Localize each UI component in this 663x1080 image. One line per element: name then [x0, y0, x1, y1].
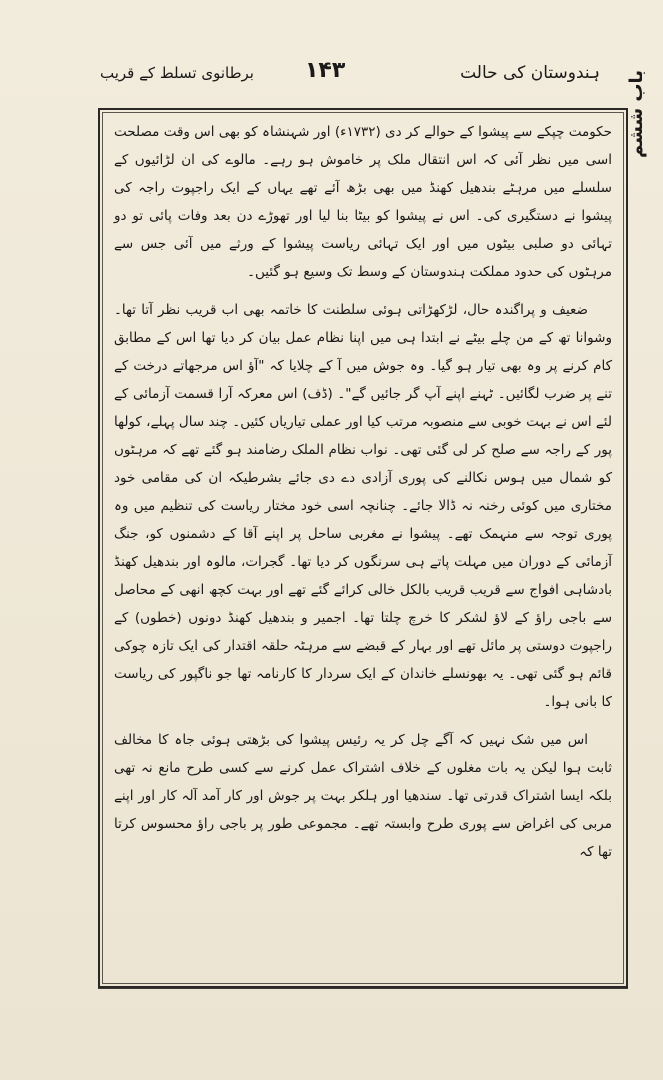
paragraph-2: ضعیف و پراگندہ حال، لڑکھڑاتی ہوئی سلطنت کا خاتمہ بھی اب قریب نظر آتا تھا۔ وشوانا تھ کے من چلے بیٹے نے ابتدا ہی میں اپنا نظام عمل بیان کر دیا تھا اس کے مطابق کام کرنے پر وہ بھی تیار ہو گیا۔ وہ جوش میں آ کے چلایا کہ "آؤ اس مرجھاتے درخت کے تنے پر ضرب لگائیں۔ ٹہنے اپنے آپ گر جائیں گے"۔ (ڈف) اس معرکہ آرا قسمت آزمائی کے لئے اس نے بہت خوبی سے منصوبہ مرتب کیا اور عملی تیاریاں کئیں۔ چند سال پہلے، کولھا پور کے راجہ سے صلح کر لی گئی تھی۔ نواب نظام الملک رضامند ہو گئے تھے کہ مرہٹوں کو شمال میں ہوس نکالنے کی پوری آزادی دے دی جائے بشرطیکہ ان کی مقامی خود مختاری میں کوئی رخنہ نہ ڈالا جائے۔ چنانچہ اسی خود مختار ریاست کی تنظیم میں وہ پوری توجہ سے منہمک تھے۔ پیشوا نے مغربی ساحل پر اپنے آقا کے دشمنوں کو، جنگ آزمائی کے دوران میں مہلت پاتے ہی سرنگوں کر دیا تھا۔ گجرات، مالوہ اور بندھیل کھنڈ بادشاہی افواج سے قریب قریب بالکل خالی کرائے گئے تھے اور بہت کچھ انھی کے محاصل سے باجی راؤ کے لاؤ لشکر کا خرچ چلتا تھا۔ اجمیر و بندھیل کھنڈ دونوں (خطوں) کے راجپوت دوستی پر مائل تھے اور بہار کے قبضے سے مرہٹہ حلقہ اقتدار کی ایک تازہ چوکی قائم ہو گئی تھی۔ یہ بھونسلے خاندان کے ایک سردار کا کارنامہ تھا جو ناگپور کی ریاست کا بانی ہوا۔	[114, 302, 612, 710]
bottom-rule	[98, 988, 628, 989]
running-header	[100, 58, 600, 92]
header-section-title: برطانوی تسلط کے قریب	[100, 64, 254, 82]
paragraph-3: اس میں شک نہیں کہ آگے چل کر یہ رئیس پیشوا کی بڑھتی ہوئی جاہ کا مخالف ثابت ہوا لیکن یہ بات مغلوں کے خلاف اشتراک عمل کرنے سے کسی طرح مانع نہ تھی بلکہ ایسا اشتراک قدرتی تھا۔ سندھیا اور ہلکر بہت پر جوش اور کار آمد آلہ کار اور اپنے مربی کی اغراض سے پوری طرح وابستہ تھے۔ مجموعی طور پر باجی راؤ محسوس کرتا تھا کہ	[114, 732, 612, 860]
paragraph-1: حکومت چپکے سے پیشوا کے حوالے کر دی (۱۷۳۲ء) اور شہنشاہ کو بھی اس وقت مصلحت اسی میں نظر آئی کہ اس انتقال ملک پر خاموش ہو رہے۔ مالوے کی ان لڑائیوں کے سلسلے میں مرہٹے بندھیل کھنڈ میں بھی بڑھ آئے تھے یہاں کے ایک راجپوت راجہ کی پیشوا نے دستگیری کی۔ اس نے پیشوا کو بیٹا بنا لیا اور تھوڑے دن بعد وفات پائی تو دو تہائی دو صلبی بیٹوں میں اور ایک تہائی ریاست پیشوا کے ورثے میں آئی جس سے مرہٹوں کی حدود مملکت ہندوستان کے وسط تک وسیع ہو گئیں۔	[114, 124, 612, 280]
chapter-label: باب ششم	[626, 70, 647, 159]
text-frame	[98, 108, 628, 988]
header-chapter-title: ہندوستان کی حالت	[460, 63, 600, 83]
page-number: ۱۴۳	[305, 58, 346, 83]
